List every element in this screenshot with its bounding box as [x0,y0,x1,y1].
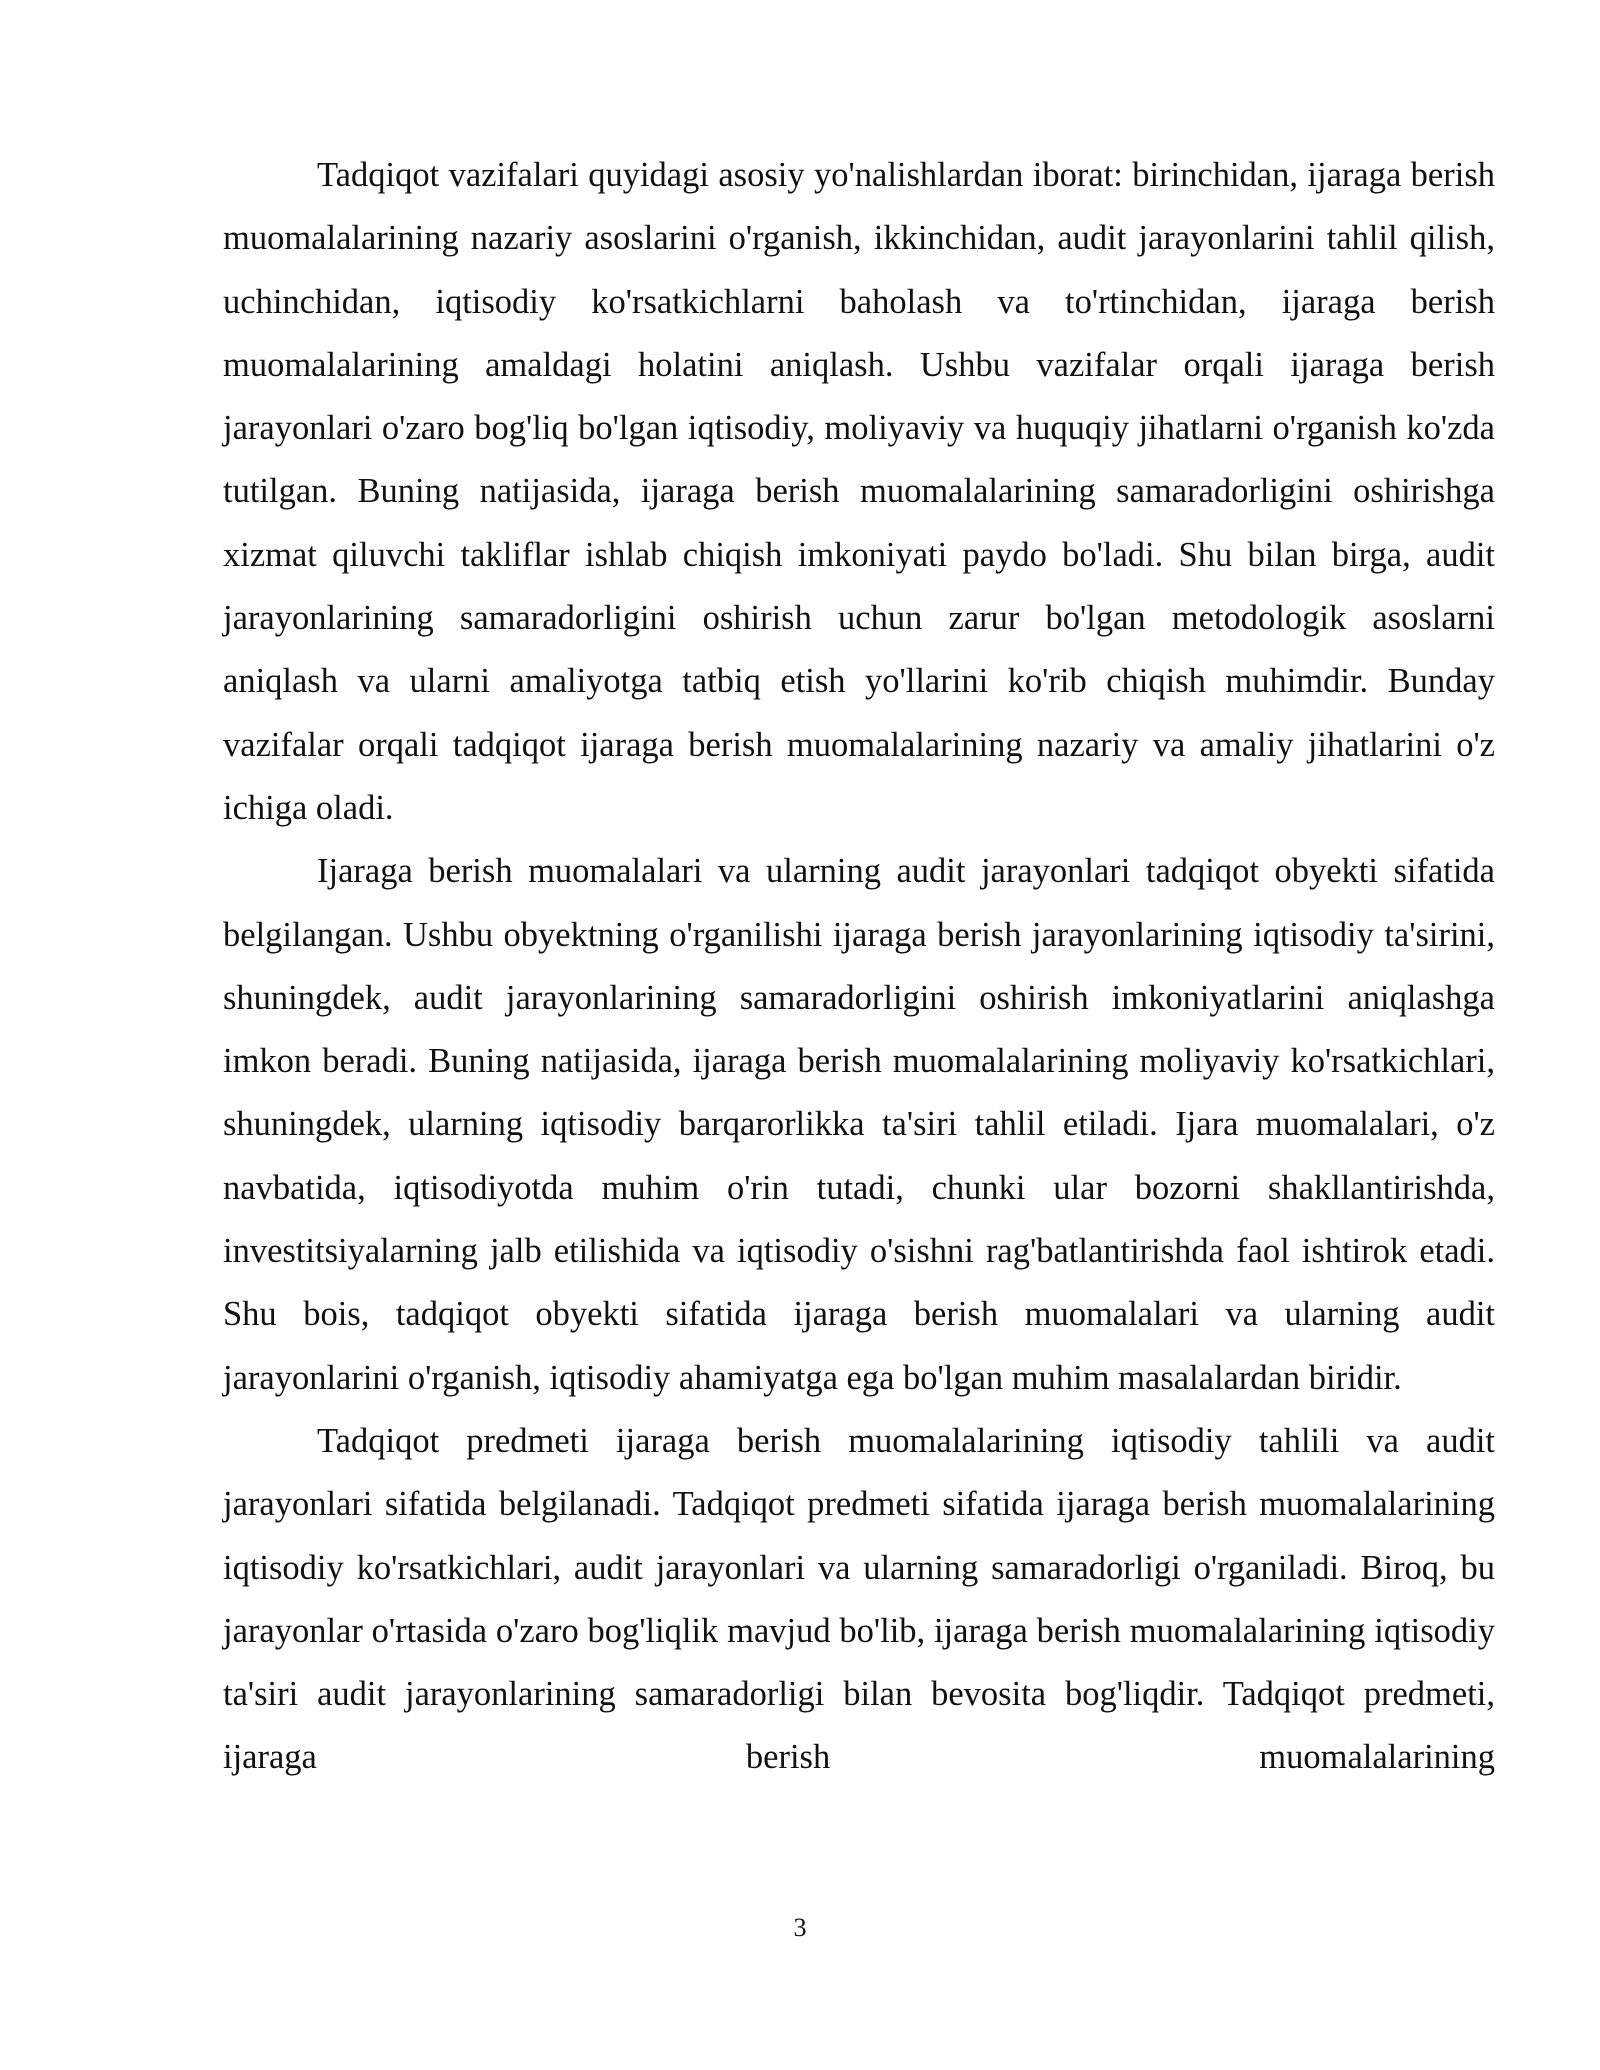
paragraph-research-object: Ijaraga berish muomalalari va ularning audit jarayonlari tadqiqot obyekti sifatida belgilangan. Ushbu obyektning o'rganilishi ijaraga berish jarayonlarining iqtisodiy ta'sirini, shuningdek, audit jarayonlarining samaradorligini oshirish imkoniyatlarini aniqlashga imkon beradi. Buning natijasida, ijaraga berish muomalalarining moliyaviy ko'rsatkichlari, shuningdek, ularning iqtisodiy barqarorlikka ta'siri tahlil etiladi. Ijara muomalalari, o'z navbatida, iqtisodiyotda muhim o'rin tutadi, chunki ular bozorni shakllantirishda, investitsiyalarning jalb etilishida va iqtisodiy o'sishni rag'batlantirishda faol ishtirok etadi. Shu bois, tadqiqot obyekti sifatida ijaraga berish muomalalari va ularning audit jarayonlarini o'rganish, iqtisodiy ahamiyatga ega bo'lgan muhim masalalardan biridir. [223,852,1495,1397]
body-text [223,144,1495,1790]
paragraph-research-subject: Tadqiqot predmeti ijaraga berish muomalalarining iqtisodiy tahlili va audit jarayonlari sifatida belgilanadi. Tadqiqot predmeti sifatida ijaraga berish muomalalarining iqtisodiy ko'rsatkichlari, audit jarayonlari va ularning samaradorligi o'rganiladi. Biroq, bu jarayonlar o'rtasida o'zaro bog'liqlik mavjud bo'lib, ijaraga berish muomalalarining iqtisodiy ta'siri audit jarayonlarining samaradorligi bilan bevosita bog'liqdir. Tadqiqot predmeti, ijaraga berish muomalalarining [223,1421,1495,1777]
page-number: 3 [793,1913,807,1942]
paragraph-research-tasks: Tadqiqot vazifalari quyidagi asosiy yo'nalishlardan iborat: birinchidan, ijaraga berish muomalalarining nazariy asoslarini o'rganish, ikkinchidan, audit jarayonlarini tahlil qilish, uchinchidan, iqtisodiy ko'rsatkichlarni baholash va to'rtinchidan, ijaraga berish muomalalarining amaldagi holatini aniqlash. Ushbu vazifalar orqali ijaraga berish jarayonlari o'zaro bog'liq bo'lgan iqtisodiy, moliyaviy va huquqiy jihatlarni o'rganish ko'zda tutilgan. Buning natijasida, ijaraga berish muomalalarining samaradorligini oshirishga xizmat qiluvchi takliflar ishlab chiqish imkoniyati paydo bo'ladi. Shu bilan birga, audit jarayonlarining samaradorligini oshirish uchun zarur bo'lgan metodologik asoslarni aniqlash va ularni amaliyotga tatbiq etish yo'llarini ko'rib chiqish muhimdir. Bunday vazifalar orqali tadqiqot ijaraga berish muomalalarining nazariy va amaliy jihatlarini o'z ichiga oladi. [223,156,1495,827]
